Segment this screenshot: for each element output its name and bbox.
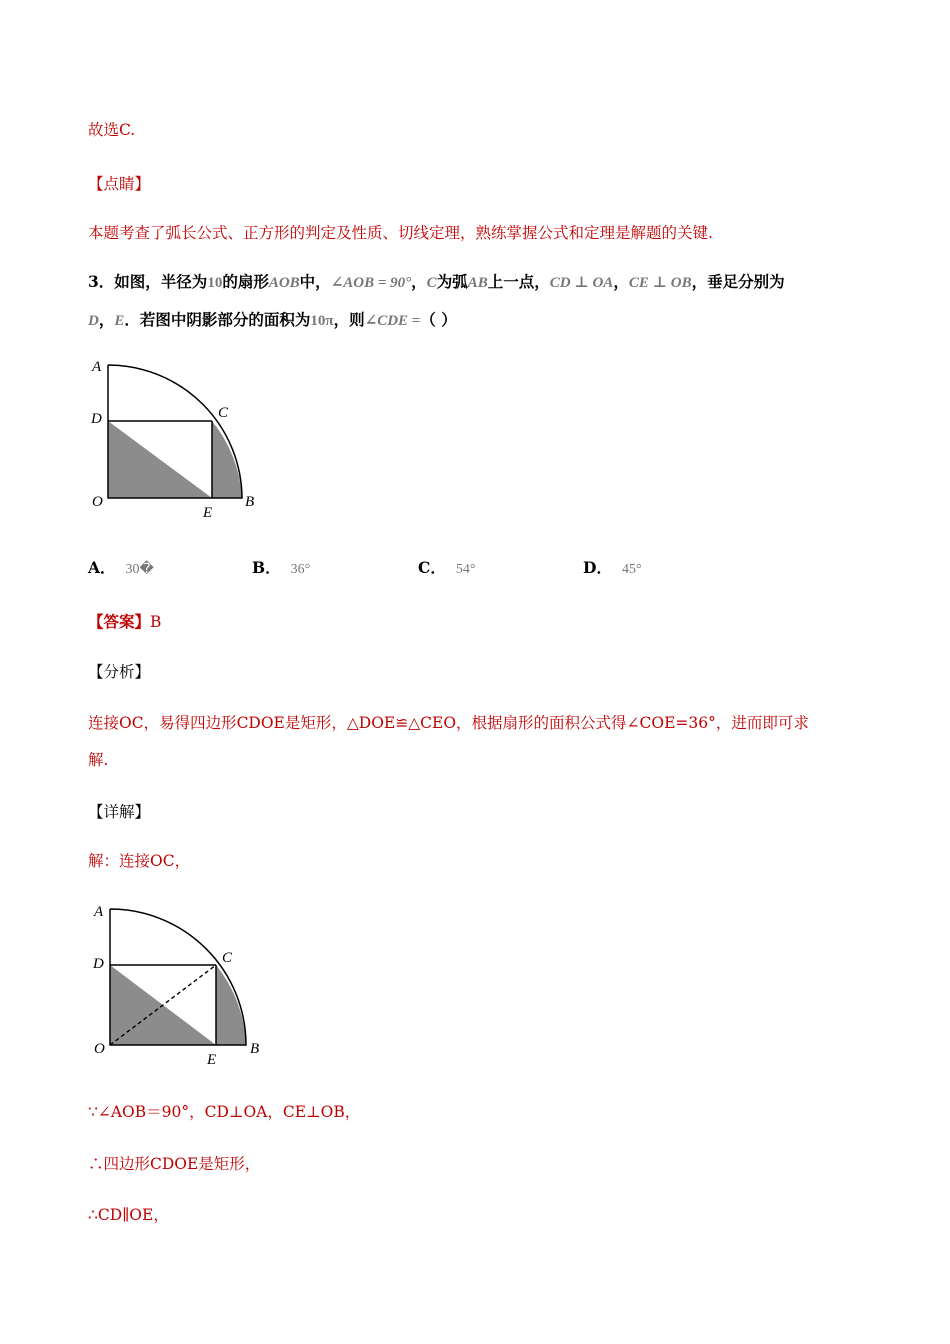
figure-sector-2 <box>88 900 268 1070</box>
math-cd-perp: CD ⊥ OA <box>549 275 614 291</box>
math-ce-perp: CE ⊥ OB <box>628 275 692 291</box>
question-text: ．若图中阴影部分的面积为 <box>124 310 311 329</box>
question-text: ， <box>98 310 115 329</box>
question-line-1 <box>88 270 785 292</box>
step-1: ∵∠AOB＝90°，CD⊥OA，CE⊥OB， <box>88 1103 361 1121</box>
math-point-d: D <box>88 313 99 329</box>
label-a: A <box>94 904 104 920</box>
label-e: E <box>203 505 213 521</box>
label-o: O <box>92 494 103 510</box>
option-b[interactable] <box>252 556 310 578</box>
analysis-line-1: 连接OC，易得四边形CDOE是矩形，△DOE≌△CEO，根据扇形的面积公式得∠COE=36°，进而即可求 <box>88 714 809 732</box>
math-point-e: E <box>114 313 125 329</box>
math-point-c: C <box>426 275 437 291</box>
question-text: 如图，半径为 <box>114 272 208 291</box>
math-radius: 10 <box>207 275 223 291</box>
option-b-label: B． <box>252 558 281 577</box>
option-d[interactable] <box>583 556 642 578</box>
question-text: （ ） <box>420 310 457 329</box>
question-text: 中， <box>299 272 331 291</box>
dianjing-heading: 【点睛】 <box>88 175 151 193</box>
question-text: ， <box>613 272 629 291</box>
question-text: 上一点， <box>487 272 550 291</box>
math-arc: AB <box>467 275 488 291</box>
option-a[interactable] <box>88 556 154 578</box>
math-sector: AOB <box>268 275 300 291</box>
label-b: B <box>245 494 255 510</box>
question-text: ，垂足分别为 <box>691 272 785 291</box>
label-c: C <box>222 950 233 966</box>
step-2: ∴四边形CDOE是矩形， <box>88 1155 261 1173</box>
label-d: D <box>93 956 104 972</box>
question-text: ， <box>411 272 427 291</box>
question-text: ，则 <box>333 310 365 329</box>
detail-heading: 【详解】 <box>88 803 151 821</box>
dianjing-text: 本题考查了弧长公式、正方形的判定及性质、切线定理，熟练掌握公式和定理是解题的关键. <box>88 224 713 242</box>
figure-sector-1 <box>88 355 268 525</box>
shaded-arc-region <box>212 421 242 498</box>
option-d-label: D． <box>583 558 612 577</box>
detail-line-1: 解：连接OC， <box>88 852 191 870</box>
math-area: 10π <box>310 313 334 329</box>
answer-value: B <box>150 613 162 631</box>
option-a-label: A． <box>88 558 116 577</box>
option-b-value: 36° <box>290 562 311 577</box>
analysis-line-2: 解. <box>88 751 109 769</box>
label-c: C <box>218 405 229 421</box>
answer-line <box>88 610 161 632</box>
math-angle-cde: ∠CDE = <box>364 313 421 329</box>
label-b: B <box>250 1041 260 1057</box>
step-3: ∴CD∥OE， <box>88 1206 169 1224</box>
option-c-label: C． <box>418 558 446 577</box>
label-o: O <box>94 1041 105 1057</box>
shaded-arc-region <box>216 965 246 1045</box>
option-a-value: 30� <box>125 562 154 577</box>
question-text: 的扇形 <box>222 272 269 291</box>
option-c-value: 54° <box>455 562 476 577</box>
option-d-value: 45° <box>621 562 642 577</box>
math-angle: ∠AOB = 90° <box>330 275 412 291</box>
shaded-triangle <box>108 421 212 498</box>
option-c[interactable] <box>418 556 475 578</box>
question-line-2 <box>88 308 457 330</box>
label-a: A <box>92 359 102 375</box>
answer-heading: 【答案】 <box>88 612 151 631</box>
question-text: 为弧 <box>436 272 468 291</box>
question-number: 3． <box>88 272 115 291</box>
analysis-heading: 【分析】 <box>88 663 151 681</box>
label-d: D <box>91 411 102 427</box>
conclusion-text: 故选C. <box>88 121 136 139</box>
label-e: E <box>207 1052 217 1068</box>
